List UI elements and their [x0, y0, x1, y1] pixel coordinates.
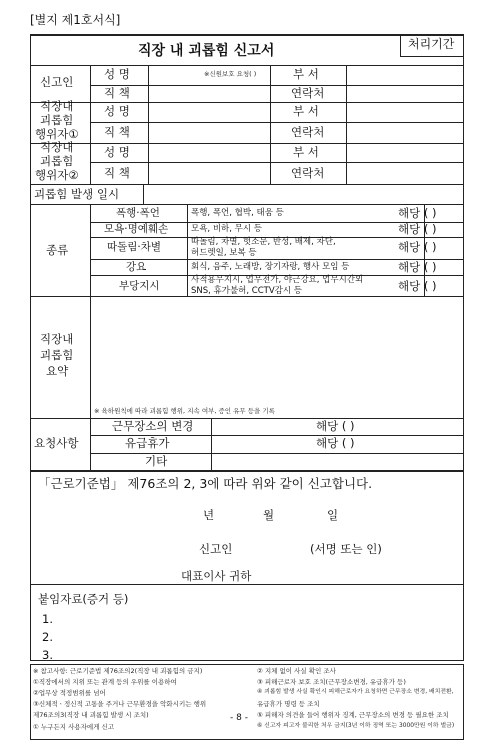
reporter-name-label: 성 명 [104, 67, 130, 81]
reporter-contact-field[interactable] [348, 86, 462, 101]
footnote-left-5: 제76조의3(직장 내 괴롭힘 발생 시 조치) [33, 711, 149, 719]
form-top-border [30, 34, 463, 36]
attachment-item-2[interactable]: 2. [42, 630, 53, 644]
offender1-section-line2: 괴롭힘 [40, 113, 74, 127]
offender2-position-label: 직 책 [104, 166, 130, 180]
form-tag: [별지 제1호서식] [30, 13, 121, 27]
offender1-section-line3: 행위자① [35, 127, 79, 141]
request-name-relocation: 근무장소의 변경 [112, 419, 194, 433]
offender2-name-label: 성 명 [104, 145, 130, 159]
footnote-right-4: 유급휴가 명령 등 조치 [257, 700, 320, 708]
reporter-contact-label: 연락처 [291, 86, 325, 100]
footnote-right-6: ⑥ 신고자 피고자 불리한 처우 금지(3년 이하 징역 또는 3000만원 이하 벌금) [257, 723, 455, 729]
type-desc-coercion: 회식, 음주, 노래방, 장기자랑, 행사 모임 등 [191, 262, 350, 272]
summary-section-line3: 요약 [46, 364, 69, 378]
reporter-position-field[interactable] [150, 86, 269, 101]
incident-date-label: 괴롭힘 발생 일시 [34, 187, 120, 201]
reporter-section-label: 신고인 [40, 75, 74, 89]
request-name-other: 기타 [145, 454, 168, 468]
offender2-name-field[interactable] [150, 144, 269, 161]
type-check-unfair-order[interactable]: 해당 ( ) [398, 279, 437, 293]
offender1-contact-field[interactable] [348, 124, 462, 142]
footnote-right-1: ② 지체 없이 사실 확인 조사 [257, 667, 336, 675]
date-day-label: 일 [327, 508, 339, 522]
type-name-unfair-order: 부당지시 [119, 280, 160, 292]
offender2-dept-label: 부 서 [293, 145, 319, 159]
offender1-section-line1: 직장내 [40, 99, 74, 113]
offender1-position-field[interactable] [150, 124, 269, 142]
footnote-right-2: ③ 피해근로자 보호 조치(근무장소변경, 유급휴가 등) [257, 678, 406, 686]
footnote-left-6: ① 누구든지 사용자에게 신고 [33, 723, 115, 731]
type-desc-ostracism-line1: 따돌림, 차별, 헛소문, 반성, 배제, 차단, [191, 237, 336, 247]
offender1-name-label: 성 명 [104, 104, 130, 118]
addressee: 대표이사 귀하 [181, 569, 252, 583]
attachment-item-1[interactable]: 1. [42, 612, 53, 626]
footnote-left-4: ③신체적ㆍ정신적 고통을 주거나 근무환경을 악화시키는 행위 [33, 700, 207, 708]
type-desc-unfair-order-line2: SNS, 휴가불허, CCTV감시 등 [191, 286, 303, 296]
footnote-left-3: ②업무상 적정범위를 넘어 [33, 689, 106, 697]
offender2-position-field[interactable] [150, 164, 269, 183]
offender2-contact-label: 연락처 [291, 166, 325, 180]
anonymity-request-note: ※신원보호 요청( ) [204, 70, 257, 78]
declaration-statement: 「근로기준법」 제76조의 2, 3에 따라 위와 같이 신고합니다. [38, 476, 373, 491]
form-title: 직장 내 괴롭힘 신고서 [138, 43, 275, 59]
form-left-border [30, 34, 31, 471]
offender2-contact-field[interactable] [348, 164, 462, 183]
signer-label: 신고인 [199, 542, 233, 556]
types-section-label: 종류 [46, 243, 69, 257]
offender1-position-label: 직 책 [104, 125, 130, 139]
footnote-right-5: ⑤ 피해자 의견을 들어 행위자 징계, 근무장소의 변경 등 필요한 조치 [257, 711, 449, 719]
offender2-section-line3: 행위자② [35, 168, 79, 182]
type-desc-unfair-order-line1: 사적용무지시, 업무전가, 야근강요, 업무시간외 [191, 275, 364, 285]
type-check-assault[interactable]: 해당 ( ) [398, 206, 437, 220]
offender2-dept-field[interactable] [348, 144, 462, 161]
type-name-insult: 모욕·명예훼손 [104, 223, 169, 235]
attachment-item-3[interactable]: 3. [42, 648, 53, 662]
request-other-field[interactable] [213, 455, 462, 469]
reporter-position-label: 직 책 [104, 86, 130, 100]
footnote-left-1: ※ 참고사항: 근로기준법 제76조의2(직장 내 괴롭힘의 금지) [33, 667, 203, 675]
attachments-title: 붙임자료(증거 등) [38, 592, 129, 606]
reporter-dept-label: 부 서 [293, 67, 319, 81]
request-check-relocation[interactable]: 해당 ( ) [316, 419, 355, 433]
processing-label: 처리기간 [408, 37, 455, 51]
form-right-border [463, 34, 464, 471]
date-month-label: 월 [263, 508, 275, 522]
type-desc-ostracism-line2: 허드렛일, 보복 등 [191, 248, 257, 258]
request-check-paid-leave[interactable]: 해당 ( ) [316, 436, 355, 450]
type-check-insult[interactable]: 해당 ( ) [398, 222, 437, 236]
offender1-name-field[interactable] [150, 103, 269, 121]
footnote-left-2: ①직장에서의 지위 또는 관계 등의 우위를 이용하여 [33, 678, 177, 686]
type-desc-insult: 모욕, 비하, 무시 등 [191, 224, 262, 234]
offender1-dept-field[interactable] [348, 103, 462, 121]
offender1-contact-label: 연락처 [291, 125, 325, 139]
type-check-coercion[interactable]: 해당 ( ) [398, 260, 437, 274]
offender2-section-line2: 괴롭힘 [40, 154, 74, 168]
reporter-dept-field[interactable] [348, 66, 462, 84]
page-number: - 8 - [230, 713, 248, 723]
signature-placeholder[interactable]: (서명 또는 인) [310, 542, 382, 556]
type-name-coercion: 강요 [126, 261, 147, 273]
offender2-section-line1: 직장내 [40, 140, 74, 154]
footnote-right-3: ④ 괴롭힘 발생 사실 확인시 피해근로자가 요청하면 근무장소 변경, 배치전환, [257, 689, 454, 695]
incident-date-field[interactable] [145, 186, 462, 203]
summary-section-line1: 직장내 [40, 332, 74, 346]
date-year-label: 년 [203, 508, 215, 522]
requests-section-label: 요청사항 [34, 436, 79, 450]
type-name-ostracism: 따돌림·차별 [107, 241, 162, 253]
type-name-assault: 폭행·폭언 [116, 207, 160, 219]
offender1-dept-label: 부 서 [293, 104, 319, 118]
type-check-ostracism[interactable]: 해당 ( ) [398, 240, 437, 254]
type-desc-assault: 폭행, 폭언, 협박, 태움 등 [191, 208, 284, 218]
summary-textarea[interactable] [92, 298, 462, 404]
request-name-paid-leave: 유급휴가 [125, 436, 170, 450]
summary-section-line2: 괴롭힘 [40, 348, 74, 362]
reporter-name-field[interactable] [151, 66, 199, 84]
summary-note: ※ 육하원칙에 따라 괴롭힘 행위, 지속 여부, 증인 유무 등을 기록 [94, 407, 275, 415]
